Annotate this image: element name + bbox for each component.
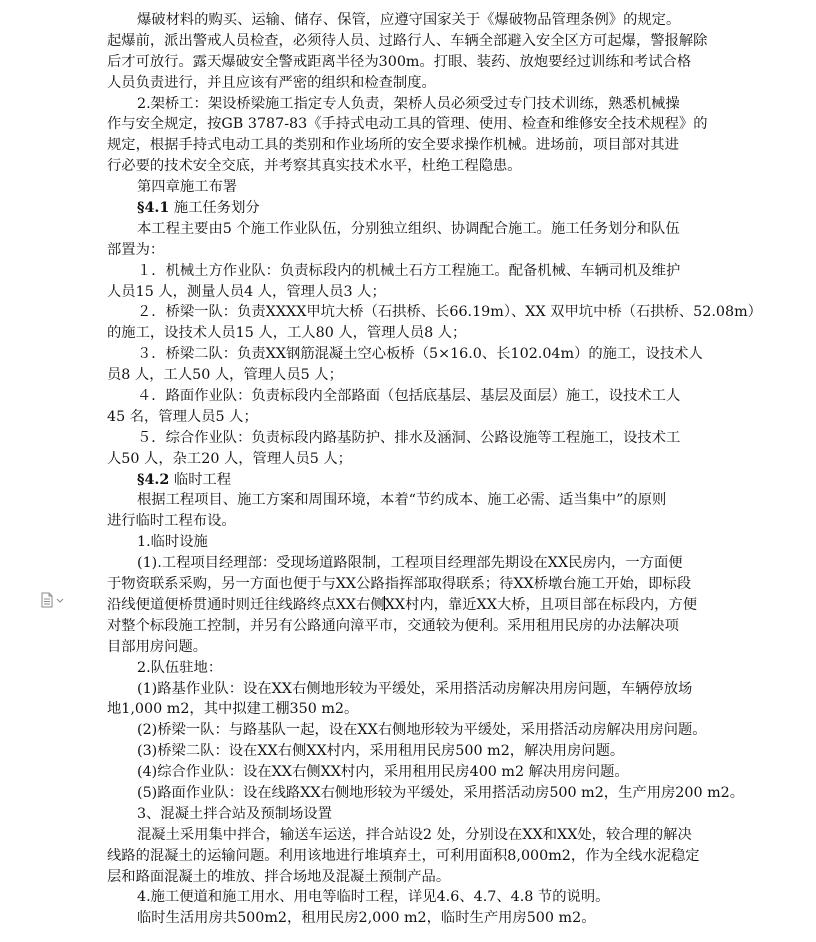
line-text: ５．综合作业队：负责标段内路基防护、排水及涵洞、公路设施等工程施工，设技术工 [137,429,681,446]
text-line [107,804,749,825]
text-line [107,282,749,303]
line-text: ２．桥梁一队：负责XXXX甲坑大桥（石拱桥、长66.19m）、XX 双甲坑中桥（石拱桥、52.08m） [137,304,762,321]
text-line [107,10,749,31]
line-text: (1)路基作业队：设在XX右侧地形较为平缓处，采用搭活动房解决用房问题，车辆停放场 [137,680,693,697]
text-line [107,428,749,449]
line-text: 层和路面混凝土的堆放、拌合场地及混凝土预制产品。 [107,868,451,885]
text-line [107,261,749,282]
text-line [107,658,749,679]
line-text: 3、混凝土拌合站及预制场设置 [137,805,332,822]
line-text: 人50 人，杂工20 人，管理人员5 人； [107,450,352,467]
line-text: 本工程主要由5 个施工作业队伍，分别独立组织、协调配合施工。施工任务划分和队伍 [137,220,680,237]
line-text: 根据工程项目、施工方案和周围环境，本着“节约成本、施工必需、适当集中”的原则 [137,492,667,509]
text-line [107,637,749,658]
text-line [107,240,749,261]
text-line [107,846,749,867]
section-symbol: § [137,200,145,217]
section-number: 4.1 [144,200,170,217]
line-text: 混凝土采用集中拌合，输送车运送，拌合站设2 处，分别设在XX和XX处，较合理的解决 [137,826,692,843]
line-text: 目部用房问题。 [107,638,208,655]
text-line [107,553,749,574]
line-text: 规定，根据手持式电动工具的类别和作业场所的安全要求操作机械。进场前，项目部对其进 [107,137,679,154]
text-line [107,73,749,94]
text-line [107,595,749,616]
text-line [107,490,749,511]
line-text: １．机械土方作业队：负责标段内的机械土石方工程施工。配备机械、车辆司机及维护 [137,262,681,279]
text-line [107,783,749,804]
section-heading [107,470,749,491]
text-line [107,532,749,553]
document-outline-icon[interactable] [40,592,68,608]
text-line [107,825,749,846]
line-text: 地1,000 m2，其中拟建工棚350 m2。 [107,701,359,718]
line-text: 行必要的技术安全交底，并考察其真实技术水平，杜绝工程隐患。 [107,158,522,175]
line-text: 于物资联系采购，另一方面也便于与XX公路指挥部取得联系；待XX桥墩台施工开始，即标段 [107,576,691,593]
line-text: 人员负责进行，并且应该有严密的组织和检查制度。 [107,74,436,91]
text-line [107,94,749,115]
text-line [107,31,749,52]
line-text: ３．桥梁二队：负责XX钢筋混凝土空心板桥（5×16.0、长102.04m）的施工，设技术人 [137,346,703,363]
line-text: (5)路面作业队：设在线路XX右侧地形较为平缓处，采用搭活动房500 m2，生产用房200 m2。 [137,784,745,801]
text-line [107,177,749,198]
text-line [107,699,749,720]
text-line [107,867,749,888]
line-text: ４．路面作业队：负责标段内全部路面（包括底基层、基层及面层）施工，设技术工人 [137,388,681,405]
text-line [107,135,749,156]
line-text: 沿线便道便桥贯通时则迁往线路终点XX右侧 [107,596,385,613]
line-text: 爆破材料的购买、运输、储存、保管，应遵守国家关于《爆破物品管理条例》的规定。 [137,12,681,28]
text-line [107,407,749,428]
text-line [107,114,749,135]
line-text: 1.临时设施 [137,534,208,551]
line-text: 进行临时工程布设。 [107,513,236,530]
text-line [107,386,749,407]
section-title: 临时工程 [169,471,232,488]
section-heading [107,198,749,219]
line-text: 起爆前，派出警戒人员检查，必须待人员、过路行人、车辆全部避入安全区方可起爆，警报解除 [107,32,708,49]
text-line [107,365,749,386]
text-line [107,52,749,73]
line-text: 作与安全规定，按GB 3787-83《手持式电动工具的管理、使用、检查和维修安全技术规程》的 [107,116,708,133]
line-text: 对整个标段施工控制，并另有公路通向漳平市，交通较为便利。采用租用民房的办法解决项 [107,617,679,634]
text-line [107,344,749,365]
line-text: XX村内，靠近XX大桥，且项目部在标段内，方便 [384,596,698,613]
line-text: (3)桥梁二队：设在XX右侧XX村内，采用租用民房500 m2，解决用房问题。 [137,743,625,760]
text-line [107,762,749,783]
text-line [107,449,749,470]
line-text: 2.队伍驻地： [137,659,223,676]
text-line [107,219,749,240]
text-line [107,323,749,344]
text-line [107,908,749,929]
section-title: 施工任务划分 [169,200,260,217]
line-text: 的施工，设技术人员15 人，工人80 人，管理人员8 人； [107,325,467,342]
text-line [107,574,749,595]
text-line [107,302,762,323]
section-symbol: § [137,471,145,488]
text-line [107,887,749,908]
line-text: 人员15 人，测量人员4 人，管理人员3 人； [107,283,386,300]
document-body[interactable] [107,10,762,929]
line-text: 员8 人，工人50 人，管理人员5 人； [107,367,343,384]
line-text: (4)综合作业队：设在XX右侧XX村内，采用租用民房400 m2 解决用房问题。 [137,764,629,781]
line-text: 45 名，管理人员5 人； [107,408,258,425]
text-line [107,156,749,177]
text-line [107,720,749,741]
line-text: 2.架桥工：架设桥梁施工指定专人负责，架桥人员必须受过专门技术训练，熟悉机械操 [137,95,680,112]
line-text: 4.施工便道和施工用水、用电等临时工程，详见4.6、4.7、4.8 节的说明。 [137,889,610,906]
section-number: 4.2 [144,471,170,488]
line-text: (1).工程项目经理部：受现场道路限制，工程项目经理部先期设在XX民房内，一方面便 [137,555,683,572]
text-line [107,679,749,700]
text-line [107,741,749,762]
line-text: 临时生活用房共500m2，租用民房2,000 m2，临时生产用房500 m2。 [137,910,596,927]
line-text: (2)桥梁一队：与路基队一起，设在XX右侧地形较为平缓处，采用搭活动房解决用房问题。 [137,722,707,739]
text-line [107,616,749,637]
line-text: 第四章施工布署 [137,179,238,196]
text-line [107,511,749,532]
line-text: 线路的混凝土的运输问题。利用该地进行堆填弃土，可利用面积8,000m2，作为全线水泥稳定 [107,847,700,864]
line-text: 后才可放行。露天爆破安全警戒距离半径为300m。打眼、装药、放炮要经过训练和考试合格 [107,53,692,70]
line-text: 部置为： [107,241,165,258]
